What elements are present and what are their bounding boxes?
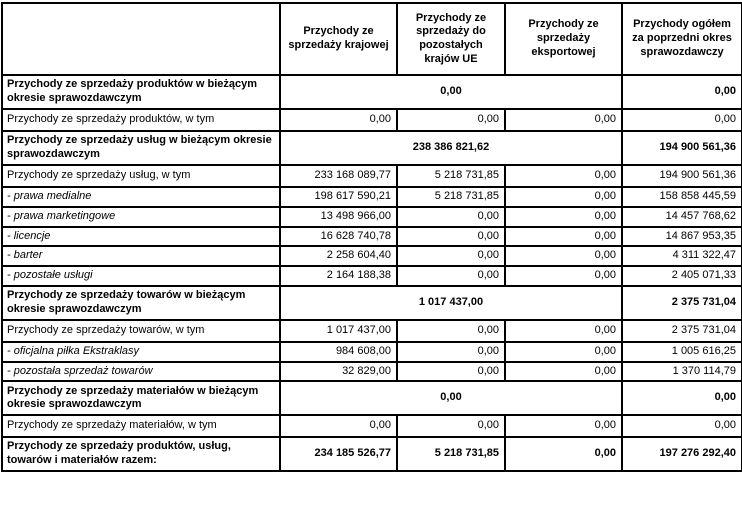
section-row bbox=[2, 75, 742, 109]
column-header-total-previous-period: Przychody ogółem za poprzedni okres sprawozdawczy bbox=[622, 3, 742, 75]
detail-row bbox=[2, 320, 742, 342]
value-cell: 0,00 bbox=[505, 227, 622, 247]
row-label: Przychody ze sprzedaży produktów, w tym bbox=[2, 109, 280, 131]
subitem-row bbox=[2, 266, 742, 286]
value-cell: 2 375 731,04 bbox=[622, 320, 742, 342]
subitem-row bbox=[2, 207, 742, 227]
section-row bbox=[2, 381, 742, 415]
value-cell: 32 829,00 bbox=[280, 362, 397, 382]
value-cell: 197 276 292,40 bbox=[622, 437, 742, 471]
value-cell: 0,00 bbox=[397, 207, 505, 227]
table-body bbox=[2, 75, 742, 471]
value-cell: 1 017 437,00 bbox=[280, 320, 397, 342]
section-total-value-cell: 2 375 731,04 bbox=[622, 286, 742, 320]
value-cell: 0,00 bbox=[505, 320, 622, 342]
column-header-domestic-sales: Przychody ze sprzedaży krajowej bbox=[280, 3, 397, 75]
section-merged-value-cell: 0,00 bbox=[280, 381, 622, 415]
row-label: Przychody ze sprzedaży usług w bieżącym okresie sprawozdawczym bbox=[2, 131, 280, 165]
value-cell: 13 498 966,00 bbox=[280, 207, 397, 227]
subitem-row bbox=[2, 227, 742, 247]
detail-row bbox=[2, 415, 742, 437]
section-total-value-cell: 0,00 bbox=[622, 381, 742, 415]
table-header bbox=[2, 3, 742, 75]
value-cell: 234 185 526,77 bbox=[280, 437, 397, 471]
value-cell: 0,00 bbox=[280, 415, 397, 437]
value-cell: 14 867 953,35 bbox=[622, 227, 742, 247]
value-cell: 14 457 768,62 bbox=[622, 207, 742, 227]
row-label: - pozostała sprzedaż towarów bbox=[2, 362, 280, 382]
subitem-row bbox=[2, 342, 742, 362]
subitem-row bbox=[2, 362, 742, 382]
row-label: Przychody ze sprzedaży produktów w bieżącym okresie sprawozdawczym bbox=[2, 75, 280, 109]
value-cell: 5 218 731,85 bbox=[397, 437, 505, 471]
row-label: Przychody ze sprzedaży towarów w bieżącym okresie sprawozdawczym bbox=[2, 286, 280, 320]
value-cell: 0,00 bbox=[505, 109, 622, 131]
value-cell: 2 405 071,33 bbox=[622, 266, 742, 286]
row-label: - oficjalna piłka Ekstraklasy bbox=[2, 342, 280, 362]
value-cell: 0,00 bbox=[505, 207, 622, 227]
revenue-table bbox=[1, 2, 742, 472]
row-label: Przychody ze sprzedaży towarów, w tym bbox=[2, 320, 280, 342]
value-cell: 0,00 bbox=[397, 362, 505, 382]
value-cell: 158 858 445,59 bbox=[622, 187, 742, 207]
corner-cell bbox=[2, 3, 280, 75]
value-cell: 1 005 616,25 bbox=[622, 342, 742, 362]
section-total-value-cell: 194 900 561,36 bbox=[622, 131, 742, 165]
row-label: - pozostałe usługi bbox=[2, 266, 280, 286]
detail-row bbox=[2, 165, 742, 187]
value-cell: 233 168 089,77 bbox=[280, 165, 397, 187]
subitem-row bbox=[2, 187, 742, 207]
value-cell: 16 628 740,78 bbox=[280, 227, 397, 247]
value-cell: 0,00 bbox=[505, 362, 622, 382]
header-row bbox=[2, 3, 742, 75]
value-cell: 5 218 731,85 bbox=[397, 187, 505, 207]
column-header-eu-sales: Przychody ze sprzedaży do pozostałych krajów UE bbox=[397, 3, 505, 75]
value-cell: 0,00 bbox=[622, 415, 742, 437]
value-cell: 0,00 bbox=[397, 266, 505, 286]
value-cell: 0,00 bbox=[397, 342, 505, 362]
row-label: Przychody ze sprzedaży produktów, usług, towarów i materiałów razem: bbox=[2, 437, 280, 471]
row-label: - licencje bbox=[2, 227, 280, 247]
value-cell: 198 617 590,21 bbox=[280, 187, 397, 207]
value-cell: 0,00 bbox=[397, 415, 505, 437]
value-cell: 0,00 bbox=[505, 246, 622, 266]
value-cell: 0,00 bbox=[397, 109, 505, 131]
value-cell: 4 311 322,47 bbox=[622, 246, 742, 266]
value-cell: 2 258 604,40 bbox=[280, 246, 397, 266]
value-cell: 0,00 bbox=[397, 320, 505, 342]
value-cell: 0,00 bbox=[505, 165, 622, 187]
value-cell: 0,00 bbox=[280, 109, 397, 131]
row-label: Przychody ze sprzedaży usług, w tym bbox=[2, 165, 280, 187]
value-cell: 194 900 561,36 bbox=[622, 165, 742, 187]
value-cell: 0,00 bbox=[397, 227, 505, 247]
section-merged-value-cell: 238 386 821,62 bbox=[280, 131, 622, 165]
value-cell: 0,00 bbox=[505, 266, 622, 286]
row-label: - prawa medialne bbox=[2, 187, 280, 207]
section-row bbox=[2, 131, 742, 165]
row-label: - prawa marketingowe bbox=[2, 207, 280, 227]
value-cell: 2 164 188,38 bbox=[280, 266, 397, 286]
value-cell: 0,00 bbox=[505, 342, 622, 362]
row-label: Przychody ze sprzedaży materiałów w bieżącym okresie sprawozdawczym bbox=[2, 381, 280, 415]
section-row bbox=[2, 286, 742, 320]
value-cell: 0,00 bbox=[505, 437, 622, 471]
value-cell: 0,00 bbox=[505, 187, 622, 207]
section-total-value-cell: 0,00 bbox=[622, 75, 742, 109]
total-row bbox=[2, 437, 742, 471]
detail-row bbox=[2, 109, 742, 131]
row-label: - barter bbox=[2, 246, 280, 266]
value-cell: 5 218 731,85 bbox=[397, 165, 505, 187]
section-merged-value-cell: 1 017 437,00 bbox=[280, 286, 622, 320]
value-cell: 0,00 bbox=[622, 109, 742, 131]
row-label: Przychody ze sprzedaży materiałów, w tym bbox=[2, 415, 280, 437]
value-cell: 0,00 bbox=[397, 246, 505, 266]
subitem-row bbox=[2, 246, 742, 266]
section-merged-value-cell: 0,00 bbox=[280, 75, 622, 109]
column-header-export-sales: Przychody ze sprzedaży eksportowej bbox=[505, 3, 622, 75]
value-cell: 1 370 114,79 bbox=[622, 362, 742, 382]
value-cell: 984 608,00 bbox=[280, 342, 397, 362]
value-cell: 0,00 bbox=[505, 415, 622, 437]
